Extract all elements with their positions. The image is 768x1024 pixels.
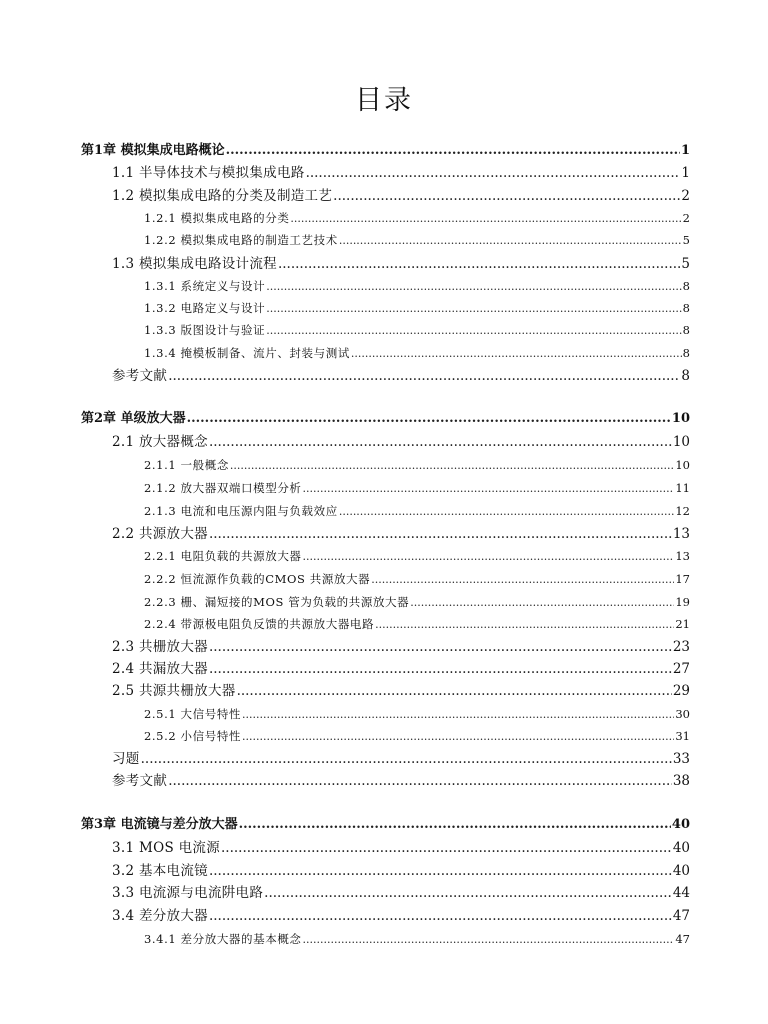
toc-dot-leader bbox=[339, 231, 682, 251]
toc-dot-leader bbox=[209, 906, 672, 926]
toc-dot-leader bbox=[333, 186, 680, 206]
toc-dot-leader bbox=[187, 409, 671, 429]
toc-dot-leader bbox=[239, 815, 671, 835]
toc-page-number: 40 bbox=[672, 863, 690, 879]
toc-entry-label: 1.3 模拟集成电路设计流程 bbox=[112, 256, 277, 272]
toc-chapter-entry bbox=[81, 409, 690, 429]
toc-entry-label: 1.3.4 掩模板制备、流片、封装与测试 bbox=[144, 346, 350, 360]
toc-entry-label: 1.3.2 电路定义与设计 bbox=[144, 301, 266, 315]
toc-dot-leader bbox=[303, 930, 675, 950]
toc-page-number: 11 bbox=[675, 481, 690, 495]
toc-entry-label: 2.1 放大器概念 bbox=[112, 434, 208, 450]
toc-page-number: 17 bbox=[675, 572, 690, 586]
toc-dot-leader bbox=[221, 838, 672, 858]
toc-subsection-entry bbox=[144, 569, 690, 589]
toc-entry-label: 3.2 基本电流镜 bbox=[112, 863, 208, 879]
toc-page-number: 10 bbox=[671, 411, 690, 426]
toc-page-number: 2 bbox=[682, 211, 690, 225]
toc-section-entry bbox=[112, 524, 690, 544]
toc-subsection-entry bbox=[144, 343, 690, 363]
toc-entry-label: 2.2.2 恒流源作负载的CMOS 共源放大器 bbox=[144, 572, 371, 586]
toc-page-number: 1 bbox=[680, 143, 690, 158]
toc-page-number: 27 bbox=[672, 661, 690, 677]
toc-dot-leader bbox=[168, 771, 672, 791]
toc-page-number: 38 bbox=[672, 773, 690, 789]
toc-page-number: 47 bbox=[675, 932, 690, 946]
toc-page-number: 30 bbox=[675, 707, 690, 721]
toc-dot-leader bbox=[209, 432, 672, 452]
toc-page-number: 1 bbox=[681, 165, 690, 181]
toc-subsection-entry bbox=[144, 230, 690, 250]
toc-subsection-entry bbox=[144, 455, 690, 475]
toc-entry-label: 2.2 共源放大器 bbox=[112, 526, 208, 542]
toc-dot-leader bbox=[209, 861, 672, 881]
toc-entry-label: 1.3.3 版图设计与验证 bbox=[144, 323, 266, 337]
toc-dot-leader bbox=[230, 456, 674, 476]
toc-page-number: 19 bbox=[675, 595, 690, 609]
toc-entry-label: 2.2.3 栅、漏短接的MOS 管为负载的共源放大器 bbox=[144, 595, 410, 609]
toc-entry-label: 3.1 MOS 电流源 bbox=[112, 840, 220, 856]
toc-dot-leader bbox=[242, 727, 674, 747]
toc-chapter-entry bbox=[81, 141, 690, 161]
toc-subsection-entry bbox=[144, 929, 690, 949]
toc-section-entry bbox=[112, 883, 690, 903]
toc-entry-label: 3.3 电流源与电流阱电路 bbox=[112, 885, 264, 901]
toc-page-number: 13 bbox=[672, 526, 690, 542]
toc-page-number: 23 bbox=[672, 639, 690, 655]
toc-subsection-entry bbox=[144, 298, 690, 318]
toc-page-number: 31 bbox=[675, 729, 690, 743]
toc-dot-leader bbox=[375, 615, 674, 635]
toc-page-number: 5 bbox=[681, 256, 690, 272]
toc-dot-leader bbox=[209, 524, 672, 544]
toc-dot-leader bbox=[371, 570, 674, 590]
toc-section-entry bbox=[112, 749, 690, 769]
toc-entry-label: 第3章 电流镜与差分放大器 bbox=[81, 817, 238, 832]
toc-dot-leader bbox=[303, 547, 675, 567]
toc-subsection-entry bbox=[144, 208, 690, 228]
toc-subsection-entry bbox=[144, 320, 690, 340]
toc-page-number: 21 bbox=[675, 617, 690, 631]
toc-entry-label: 参考文献 bbox=[112, 368, 168, 384]
toc-entry-label: 习题 bbox=[112, 751, 140, 767]
toc-section-entry bbox=[112, 659, 690, 679]
toc-page-number: 8 bbox=[682, 323, 690, 337]
toc-dot-leader bbox=[278, 254, 680, 274]
page-title: 目录 bbox=[355, 85, 413, 116]
toc-dot-leader bbox=[303, 479, 675, 499]
toc-subsection-entry bbox=[144, 276, 690, 296]
toc-page-number: 5 bbox=[682, 233, 690, 247]
toc-section-entry bbox=[112, 906, 690, 926]
toc-subsection-entry bbox=[144, 726, 690, 746]
toc-entry-label: 1.3.1 系统定义与设计 bbox=[144, 279, 266, 293]
toc-section-entry bbox=[112, 366, 690, 386]
toc-page-number: 8 bbox=[681, 368, 690, 384]
toc-dot-leader bbox=[209, 637, 672, 657]
toc-entry-label: 3.4.1 差分放大器的基本概念 bbox=[144, 932, 302, 946]
toc-entry-label: 3.4 差分放大器 bbox=[112, 908, 208, 924]
toc-page-number: 33 bbox=[672, 751, 690, 767]
toc-section-entry bbox=[112, 163, 690, 183]
toc-dot-leader bbox=[141, 749, 672, 769]
toc-dot-leader bbox=[226, 141, 680, 161]
toc-dot-leader bbox=[209, 659, 672, 679]
toc-section-entry bbox=[112, 432, 690, 452]
toc-entry-label: 1.2 模拟集成电路的分类及制造工艺 bbox=[112, 188, 333, 204]
toc-dot-leader bbox=[339, 502, 675, 522]
toc-dot-leader bbox=[351, 344, 682, 364]
toc-section-entry bbox=[112, 771, 690, 791]
toc-entry-label: 1.1 半导体技术与模拟集成电路 bbox=[112, 165, 305, 181]
toc-page-number: 8 bbox=[682, 346, 690, 360]
toc-section-entry bbox=[112, 681, 690, 701]
toc-dot-leader bbox=[264, 883, 672, 903]
toc-page-number: 40 bbox=[672, 840, 690, 856]
toc-page-number: 10 bbox=[672, 434, 690, 450]
toc-section-entry bbox=[112, 254, 690, 274]
toc-subsection-entry bbox=[144, 546, 690, 566]
toc-section-entry bbox=[112, 637, 690, 657]
toc-entry-label: 第2章 单级放大器 bbox=[81, 411, 186, 426]
toc-section-entry bbox=[112, 838, 690, 858]
toc-subsection-entry bbox=[144, 478, 690, 498]
toc-section-entry bbox=[112, 186, 690, 206]
toc-subsection-entry bbox=[144, 592, 690, 612]
toc-dot-leader bbox=[306, 163, 681, 183]
toc-entry-label: 2.5 共源共栅放大器 bbox=[112, 683, 236, 699]
toc-entry-label: 2.4 共漏放大器 bbox=[112, 661, 208, 677]
toc-page-number: 40 bbox=[671, 817, 690, 832]
toc-dot-leader bbox=[410, 593, 674, 613]
toc-entry-label: 1.2.2 模拟集成电路的制造工艺技术 bbox=[144, 233, 338, 247]
toc-chapter-entry bbox=[81, 815, 690, 835]
toc-page-number: 10 bbox=[675, 458, 690, 472]
toc-dot-leader bbox=[242, 705, 674, 725]
toc-page-number: 2 bbox=[681, 188, 690, 204]
toc-subsection-entry bbox=[144, 704, 690, 724]
toc-entry-label: 2.5.1 大信号特性 bbox=[144, 707, 242, 721]
toc-entry-label: 2.1.2 放大器双端口模型分析 bbox=[144, 481, 302, 495]
toc-section-entry bbox=[112, 861, 690, 881]
toc-dot-leader bbox=[266, 321, 681, 341]
toc-entry-label: 2.1.3 电流和电压源内阻与负载效应 bbox=[144, 504, 338, 518]
toc-dot-leader bbox=[168, 366, 680, 386]
toc-subsection-entry bbox=[144, 501, 690, 521]
toc-dot-leader bbox=[237, 681, 672, 701]
toc-page-number: 12 bbox=[675, 504, 690, 518]
toc-page-number: 29 bbox=[672, 683, 690, 699]
toc-entry-label: 1.2.1 模拟集成电路的分类 bbox=[144, 211, 290, 225]
toc-subsection-entry bbox=[144, 614, 690, 634]
toc-entry-label: 2.5.2 小信号特性 bbox=[144, 729, 242, 743]
toc-entry-label: 第1章 模拟集成电路概论 bbox=[81, 143, 225, 158]
toc-page-number: 8 bbox=[682, 301, 690, 315]
toc-entry-label: 2.2.4 带源极电阻负反馈的共源放大器电路 bbox=[144, 617, 375, 631]
toc-dot-leader bbox=[290, 209, 681, 229]
toc-entry-label: 参考文献 bbox=[112, 773, 168, 789]
toc-page-number: 47 bbox=[672, 908, 690, 924]
toc-page-number: 44 bbox=[672, 885, 690, 901]
toc-entry-label: 2.1.1 一般概念 bbox=[144, 458, 229, 472]
toc-dot-leader bbox=[266, 277, 681, 297]
toc-entry-label: 2.2.1 电阻负载的共源放大器 bbox=[144, 549, 302, 563]
toc-entry-label: 2.3 共栅放大器 bbox=[112, 639, 208, 655]
toc-page-number: 8 bbox=[682, 279, 690, 293]
toc-dot-leader bbox=[266, 299, 681, 319]
toc-page-number: 13 bbox=[675, 549, 690, 563]
